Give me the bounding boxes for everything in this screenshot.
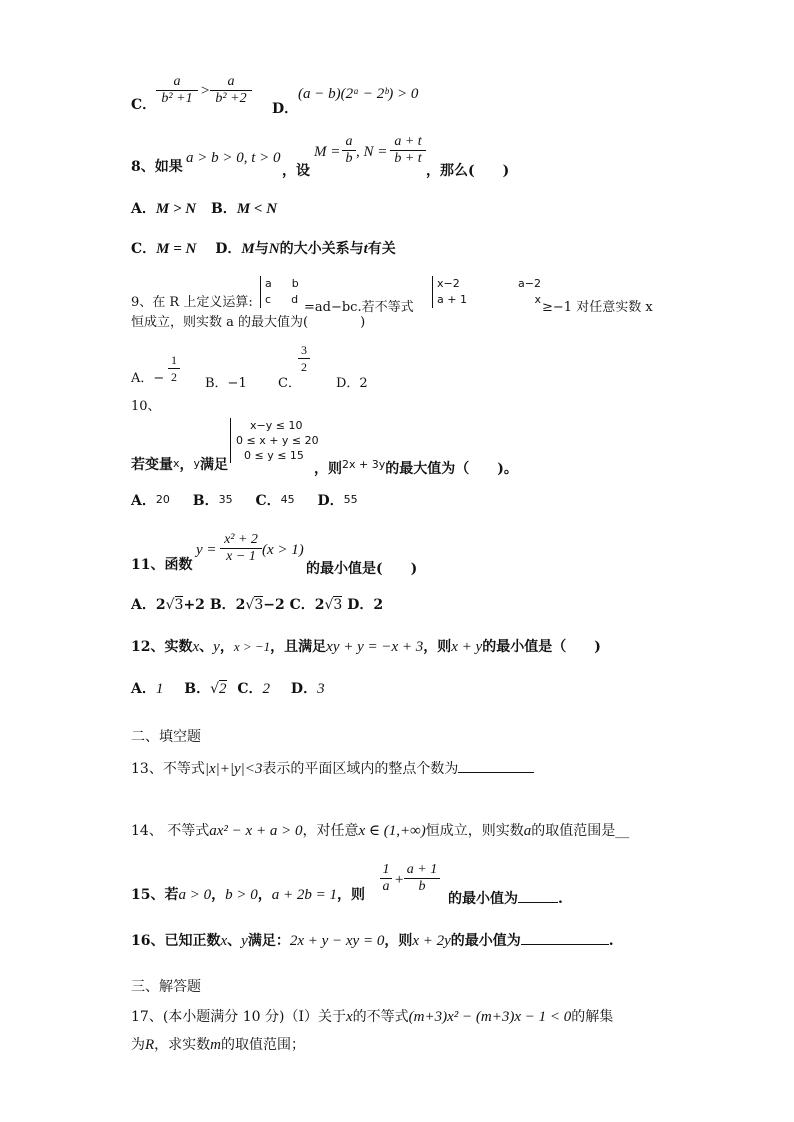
q17-line2: 为R，求实数m的取值范围； <box>131 1037 306 1053</box>
q10-options: A．$^{20}$ B．$^{35}$ C．$^{45}$ D．$^{55}$ <box>131 493 358 509</box>
q11-options: A．2√3+2 B．2√3−2 C．2√3 D．2 <box>131 597 384 613</box>
q13-answer-blank[interactable] <box>458 760 534 773</box>
q16-question: 16、已知正数x、y满足：2x + y − xy = 0，则x + 2y的最小值为 . <box>131 933 614 949</box>
q7-c-greater: > <box>200 83 211 99</box>
section-fill-in-heading: 二、填空题 <box>131 729 201 745</box>
q15-prefix: 15、若a > 0，b > 0，a + 2b = 1，则 <box>131 887 365 903</box>
q12-options: A．1 B．√2 C．2 D．3 <box>131 681 325 697</box>
q9-suffix: ≥−1 对任意实数 x <box>542 300 653 315</box>
q8-prefix: 8、如果 <box>131 159 183 175</box>
q8-condition: a > b > 0, t > 0 <box>186 150 281 166</box>
q15-fraction-2: $\frac{a + 1}{b}$ <box>404 862 440 895</box>
q7-c-fraction-1: $\frac{a}{\text{b² +1}}$ <box>156 74 198 107</box>
q7-d-expression: (a − b)(2ᵃ − 2ᵇ) > 0 <box>298 86 419 102</box>
q9-option-d: D．2 <box>336 376 368 391</box>
q9-option-a: A．− <box>131 371 165 386</box>
q10-question: 若变量$^x$，$^y$满足 <box>131 457 229 473</box>
section-solve-heading: 三、解答题 <box>131 979 201 995</box>
q8-n-eq: , N = <box>356 144 388 160</box>
q10-label: 10、 <box>131 399 161 414</box>
q9-det1: a b c d <box>260 276 299 308</box>
q8-m-eq: M = <box>314 144 341 160</box>
q8-mid: ，设 <box>282 163 310 179</box>
q11-domain: (x > 1) <box>262 542 304 558</box>
q11-fraction: $\frac{\text{x² + 2}}{x - 1}$ <box>220 532 262 565</box>
q8-n-fraction: $\frac{a + t}{b + t}$ <box>390 134 426 167</box>
q9-line2: 恒成立，则实数 a 的最大值为( ) <box>131 315 366 330</box>
q8-suffix: ，那么( ) <box>426 163 510 179</box>
q8-option-c: C．M = N D．M与N的大小关系与t有关 <box>131 241 396 257</box>
q11-prefix: 11、函数 <box>131 557 193 573</box>
q11-y-eq: y = <box>196 542 217 558</box>
q15-answer-blank[interactable] <box>518 890 558 903</box>
q9-option-c-fraction: $\frac{3}{2}$ <box>298 342 310 375</box>
q9-det2: x−2 a−2 a + 1 x <box>432 276 541 308</box>
q9-prefix: 9、在 R 上定义运算: <box>131 295 253 310</box>
q12-question: 12、实数x、y，x > −1，且满足xy + y = −x + 3，则x + y的最小值是（ ) <box>131 639 601 655</box>
q8-m-fraction: $\frac{a}{b}$ <box>342 134 356 167</box>
q9-option-b: B．−1 <box>205 376 247 391</box>
q15-suffix: 的最小值为 . <box>448 891 563 907</box>
q15-fraction-1: $\frac{1}{a}$ <box>380 862 392 895</box>
q9-mid: =ad−bc.若不等式 <box>304 300 414 315</box>
q11-suffix: 的最小值是( ) <box>306 561 418 577</box>
q15-plus: + <box>394 872 405 888</box>
q13-question: 13、不等式|x|+|y|<3表示的平面区域内的整点个数为 <box>131 760 534 777</box>
q14-question: 14、 不等式ax² − x + a > 0，对任意x ∈ (1,+∞)恒成立，则实数a的取值范围是__ <box>131 823 630 839</box>
q8-option-a: A．M > N B．M < N <box>131 201 278 217</box>
q9-option-a-fraction: $\frac{1}{2}$ <box>168 352 180 385</box>
q7-option-c-label: C． <box>131 97 157 113</box>
q7-c-fraction-2: $\frac{a}{\text{b² +2}}$ <box>210 74 252 107</box>
q7-option-d-label: D． <box>272 101 299 117</box>
q16-answer-blank[interactable] <box>521 932 609 945</box>
q9-option-c: C． <box>278 376 301 391</box>
q10-system: x−y ≤ 10 0 ≤ x + y ≤ 20 0 ≤ y ≤ 15 <box>230 418 319 463</box>
q10-then: ，则$^{2x + 3y}$的最大值为（ )。 <box>314 458 518 477</box>
q17-line1: 17、(本小题满分 10 分)（Ⅰ）关于x的不等式(m+3)x² − (m+3)x − 1 < 0的解集 <box>131 1009 614 1025</box>
